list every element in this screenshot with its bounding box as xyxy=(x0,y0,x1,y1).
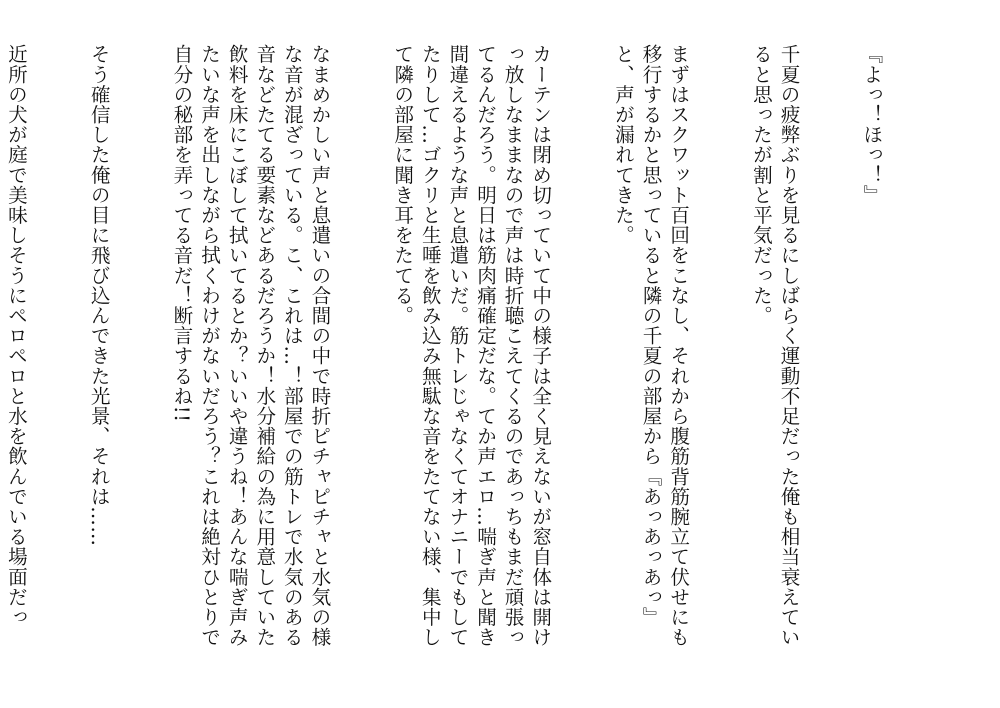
paragraph-7: 近所の犬が庭で美味しそうにペロペロと水を飲んでいる場面だっ xyxy=(4,44,28,627)
paragraph-1: 『よっ！ほっ！』 xyxy=(859,44,883,205)
paragraph-6: そう確信した俺の目に飛び込んできた光景、それは…… xyxy=(87,44,111,547)
paragraph-5: なまめかしい声と息遣いの合間の中で時折ピチャピチャと水気の様な音が混ざっている。こ、これは…！部屋での筋トレで水気のある音などたてる要素などあるだろうか！水分補給の為に用意していた飲料を床にこぼして拭いてるとか？いいや違うね！あんな喘ぎ声みたいな声を出しながら拭くわけがないだろう？これは絶対ひとりで自分の秘部を弄ってる音だ！断言するね!! xyxy=(169,44,331,647)
paragraph-4: カーテンは閉め切っていて中の様子は全く見えないが窓自体は開けっ放しなままなので声は時折聴こえてくるのであっちもまだ頑張ってるんだろう。明日は筋肉痛確定だな。てか声エロ…喘ぎ声と聞き間違えるような声と息遣いだ。筋トレじゃなくてオナニーでもしてたりして…ゴクリと生唾を飲み込み無駄な音をたてない様、集中して隣の部屋に聞き耳をたてる。 xyxy=(390,44,552,647)
vertical-text-body xyxy=(4,44,940,664)
paragraph-2: 千夏の疲弊ぶりを見るにしばらく運動不足だった俺も相当衰えていると思ったが割と平気だった。 xyxy=(749,44,801,647)
paragraph-3: まずはスクワット百回をこなし、それから腹筋背筋腕立て伏せにも移行するかと思っていると隣の千夏の部屋から『あっあっあっ』と、声が漏れてきた。 xyxy=(611,44,690,647)
